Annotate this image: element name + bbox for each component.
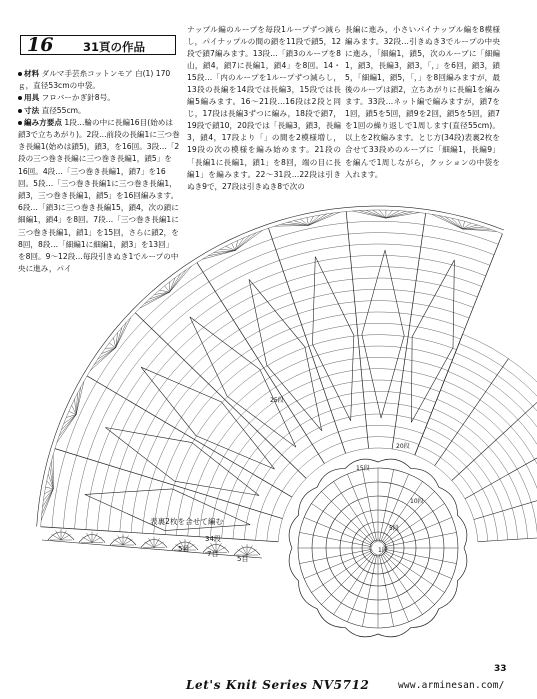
edging-title: 表裏2枚を合せて編む: [150, 517, 224, 526]
round-label: 10段: [410, 498, 424, 505]
spec-size-value: 直径55cm。: [41, 105, 86, 115]
pattern-title: 31頁の作品: [83, 40, 146, 54]
round-label: 1段: [378, 547, 388, 554]
pattern-number: 16: [27, 34, 54, 56]
round-label: 15段: [356, 465, 370, 472]
page-number: 33: [494, 664, 507, 674]
round-label: 20段: [396, 443, 410, 450]
edging-label: 5目: [178, 545, 190, 553]
method-label: 編み方要点: [24, 117, 62, 127]
spec-materials: 材料 ダルマ手芸糸コットンモア 白(1) 170ｇ，直径53cmの中袋。: [18, 69, 171, 91]
instructions-column-3: 長編に進み，小さいパイナップル編を8模様編みます。32段…引きぬき3でループの中央に進み，「細編1，鎖5，次のループに「細編1，鎖3，長編3，鎖3，「，」を6回，鎖3，鎖5，「細編1，鎖5，「，」を8回編みますが，最後のループは鎖2，立ちあがりに長編1を編みます。33段…ネット編で編みますが，鎖7を1回，鎖5を5回，鎖9を2回，鎖5を5回，鎖7を1回の繰り返しで1周します(直径55cm)。以上を2枚編みます。とじ方(34段)表裏2枚を合せて33段めのループに「細編1，長編9」を編んで1周しながら，クッションの中袋を入れます。: [345, 25, 500, 179]
spec-size: 寸法 直径55cm。: [18, 105, 180, 117]
method-text: 1段…輪の中に長編16目(始めは鎖3で立ちあがり)。2段…前段の長編1に三つ巻き長編1(始めは鎖5)，鎖3，を16回。3段…「2段の三つ巻き長編に三つ巻き長編1，鎖5」を16回。4段…「三つ巻き長編1，鎖7」を16回。5段…「三つ巻き長編1に三つ巻き長編1，鎖3，三つ巻き長編1，鎖5」を16回編みます。6段…「鎖3に三つ巻き長編15，鎖4，次の鎖に細編1，鎖4」を8回。7段…「三つ巻き長編1に三つ巻き長編1，鎖1」を15回，さらに鎖2，を8回，8段…「細編1に細編1，鎖3」を13回」を8回。9～12段…毎段引きぬき1でループの中央に進み，パイ: [18, 117, 180, 274]
spec-tools: 用具 フロバーかぎ針8号。: [18, 92, 180, 104]
edging-label: 5目: [237, 555, 249, 563]
edging-label: 7目: [207, 550, 219, 558]
round-label: 5段: [389, 525, 399, 532]
round-label: 25段: [270, 397, 284, 404]
edging-labels: [178, 534, 248, 563]
round-labels: [270, 396, 424, 554]
spec-tools-value: フロバーかぎ針8号。: [41, 93, 115, 103]
instructions-column-2: ナップル編のループを毎段1ループずつ減らし，パイナップルの間の鎖を11段で鎖5，12段で鎖7編みます。13段…「鎖3のループを8山，鎖4，鎖7に長編1，鎖4」を8回。14・15段…「内のループを1ループずつ減らし，13段の長編を14段では長編3，15段では長編5編みます。16～21段…16段は2段と同じ，17段は長編3ずつに編み，18段で鎖7，19段で鎖10，20段では「長編3，鎖3，長編3，鎖4，17段より「」の間を2模様増し，19段の次の模様を編み始めます。21段の「長編1に長編1，鎖1」を8回，端の目に長編1」を編みます。22～31段…22段は引きぬき9で，27段は引きぬき8で次の: [187, 25, 341, 191]
series-footer: Let's Knit Series NV5712: [186, 678, 370, 692]
spec-materials-value: ダルマ手芸糸コットンモア 白(1) 170ｇ，直径53cmの中袋。: [18, 69, 171, 91]
watermark-url: www.arminesan.com/: [398, 680, 505, 691]
edging-label: 34段: [205, 535, 221, 543]
